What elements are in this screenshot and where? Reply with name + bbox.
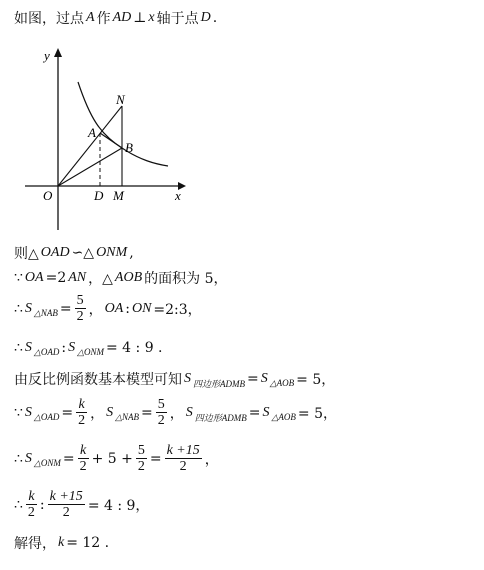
area-subscript: △ONM bbox=[77, 346, 104, 357]
denominator: 2 bbox=[157, 413, 165, 428]
area-subscript: 四边形ADMB bbox=[194, 412, 247, 423]
denominator: 2 bbox=[76, 309, 84, 324]
equals: = bbox=[248, 405, 261, 421]
intro-text: 作 bbox=[96, 11, 111, 27]
solution-line-8 bbox=[14, 490, 149, 520]
area-symbol: S bbox=[185, 405, 193, 420]
text: =2:3， bbox=[153, 302, 202, 318]
area-symbol: S bbox=[24, 405, 32, 420]
text: ，△ bbox=[88, 271, 113, 287]
area-subscript: △AOB bbox=[269, 377, 295, 388]
denominator: 2 bbox=[79, 459, 87, 474]
segment-on bbox=[58, 106, 122, 186]
solution-line-5 bbox=[14, 369, 335, 389]
numerator: 5 bbox=[157, 397, 165, 412]
point-b-label: B bbox=[125, 140, 133, 155]
segment-ab bbox=[100, 133, 122, 148]
area-symbol: S bbox=[24, 301, 32, 316]
point-d-figure-label: D bbox=[94, 188, 104, 203]
fraction bbox=[165, 444, 202, 474]
equals: = bbox=[247, 371, 259, 387]
solution-line-9 bbox=[14, 533, 109, 553]
numerator: k bbox=[78, 397, 85, 412]
numerator: k bbox=[28, 489, 35, 504]
segment-oa: OA bbox=[104, 301, 124, 316]
triangle-onm: ONM bbox=[96, 245, 128, 260]
text: ， bbox=[169, 406, 184, 422]
fraction bbox=[76, 398, 87, 428]
therefore-symbol: ∴ bbox=[14, 451, 23, 467]
y-axis-label: y bbox=[44, 48, 50, 63]
text: 的面积为 5， bbox=[144, 271, 228, 287]
denominator: 2 bbox=[165, 458, 202, 474]
intro-text: 轴于点 bbox=[156, 11, 199, 27]
area-subscript: 四边形ADMB bbox=[193, 378, 245, 389]
area-symbol: S bbox=[24, 451, 32, 466]
origin-label: O bbox=[43, 188, 53, 203]
because-symbol: ∵ bbox=[14, 270, 23, 286]
solution-line-6 bbox=[14, 398, 337, 428]
area-subscript: △AOB bbox=[271, 411, 296, 422]
text: = 4 : 9 . bbox=[105, 340, 163, 356]
triangle-aob: AOB bbox=[114, 270, 143, 285]
point-m-label: M bbox=[113, 188, 124, 203]
text: 则△ bbox=[14, 246, 39, 262]
text: , bbox=[129, 245, 134, 261]
solution-line-3 bbox=[14, 294, 202, 324]
equals: = bbox=[62, 451, 75, 467]
text: 解得， bbox=[14, 536, 56, 552]
area-symbol: S bbox=[184, 371, 191, 386]
segment-on: ON bbox=[131, 301, 152, 316]
intro-text: . bbox=[212, 10, 218, 26]
segment-oa: OA bbox=[24, 270, 44, 285]
text: =2 bbox=[45, 270, 67, 286]
triangle-oad: OAD bbox=[40, 245, 70, 260]
point-a-figure-label: A bbox=[88, 125, 96, 140]
denominator: 2 bbox=[27, 505, 35, 520]
therefore-symbol: ∴ bbox=[14, 301, 23, 317]
area-symbol: S bbox=[260, 371, 268, 386]
y-axis-arrow-icon bbox=[54, 48, 62, 57]
x-axis-name: x bbox=[148, 10, 155, 25]
fraction bbox=[75, 294, 86, 324]
text: ， bbox=[90, 406, 105, 422]
denominator: 2 bbox=[137, 459, 145, 474]
fraction bbox=[26, 490, 37, 520]
segment-an: AN bbox=[68, 270, 87, 285]
numerator: k +15 bbox=[166, 443, 200, 458]
ratio-colon: : bbox=[39, 497, 45, 513]
point-d-label: D bbox=[200, 10, 211, 25]
fraction bbox=[48, 490, 85, 520]
variable-k: k bbox=[58, 535, 65, 550]
equals: = bbox=[61, 405, 74, 421]
solution-line-2 bbox=[14, 268, 227, 288]
text: ， bbox=[88, 302, 103, 318]
solution-line-4 bbox=[14, 340, 163, 356]
intro-text: 如图，过点 bbox=[14, 11, 84, 27]
area-subscript: △ONM bbox=[33, 457, 61, 468]
therefore-symbol: ∴ bbox=[14, 340, 23, 356]
area-subscript: △NAB bbox=[115, 411, 139, 422]
fraction bbox=[136, 444, 147, 474]
equals: = bbox=[59, 301, 72, 317]
numerator: 5 bbox=[76, 293, 84, 308]
text: = 5， bbox=[297, 406, 337, 422]
area-symbol: S bbox=[68, 340, 76, 355]
equals: = bbox=[149, 451, 162, 467]
area-subscript: △OAD bbox=[33, 346, 60, 357]
solution-line-7 bbox=[14, 444, 219, 474]
text: = 12 . bbox=[66, 535, 110, 551]
similar-symbol: ∽△ bbox=[71, 245, 95, 261]
text: = 4 : 9， bbox=[87, 498, 150, 514]
therefore-symbol: ∴ bbox=[14, 497, 23, 513]
numerator: 5 bbox=[137, 443, 145, 458]
point-n-label: N bbox=[116, 92, 125, 107]
ratio-colon: : bbox=[61, 340, 67, 356]
area-subscript: △NAB bbox=[33, 307, 58, 318]
fraction bbox=[156, 398, 167, 428]
denominator: 2 bbox=[78, 413, 86, 428]
numerator: k +15 bbox=[49, 489, 83, 504]
numerator: k bbox=[79, 443, 87, 458]
point-a-label: A bbox=[86, 10, 95, 25]
equals: = bbox=[141, 405, 153, 421]
text: ， bbox=[204, 452, 219, 468]
text: 由反比例函数基本模型可知 bbox=[14, 372, 182, 388]
geometry-figure bbox=[0, 0, 484, 240]
area-symbol: S bbox=[106, 405, 114, 420]
ratio-colon: : bbox=[125, 301, 130, 317]
x-axis-label: x bbox=[175, 188, 181, 203]
fraction bbox=[78, 444, 89, 474]
solution-line-1 bbox=[14, 243, 134, 263]
text: = 5， bbox=[296, 372, 336, 388]
text: + 5 + bbox=[91, 451, 133, 467]
because-symbol: ∵ bbox=[14, 405, 23, 421]
segment-ad: AD bbox=[112, 10, 132, 25]
area-subscript: △OAD bbox=[33, 411, 60, 422]
area-symbol: S bbox=[262, 405, 270, 420]
denominator: 2 bbox=[48, 504, 85, 520]
segment-ob bbox=[58, 148, 122, 186]
perp-symbol: ⊥ bbox=[133, 10, 147, 26]
area-symbol: S bbox=[24, 340, 32, 355]
